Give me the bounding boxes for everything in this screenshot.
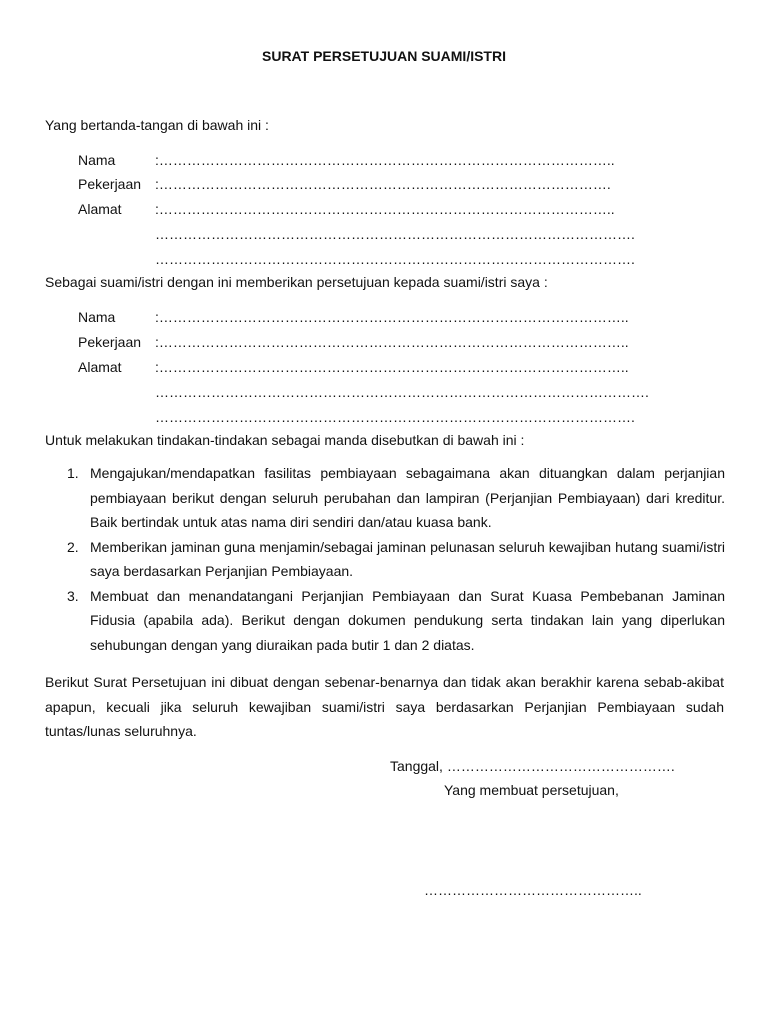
intro-text: Yang bertanda-tangan di bawah ini : xyxy=(45,117,269,133)
section2-name-label: Nama xyxy=(78,309,116,325)
consent-text: Sebagai suami/istri dengan ini memberikan persetujuan kepada suami/istri saya : xyxy=(45,274,548,290)
list-item xyxy=(45,461,725,535)
list-item-text: Memberikan jaminan guna menjamin/sebagai jaminan pelunasan seluruh kewajiban hutang suami/istri saya berdasarkan Perjanjian Pembiayaan. xyxy=(90,538,725,579)
section1-job-line: :……………………………………………………………………………………. xyxy=(155,176,611,192)
section2-job-line: :……………………………………………………………………………………….. xyxy=(155,334,629,350)
list-item xyxy=(45,535,725,584)
section1-job-label: Pekerjaan xyxy=(78,176,142,192)
section1-address-line: :…………………………………………………………………………………….. xyxy=(155,201,615,217)
list-item-text: Membuat dan menandatangani Perjanjian Pembiayaan dan Surat Kuasa Pembebanan Jaminan Fidusia (apabila ada). Berikut dengan dokumen pendukung serta tindakan lain yang diperlukan sehubungan dengan yang diuraikan pada butir 1 dan 2 diatas. xyxy=(90,587,725,653)
section2-name-line: :……………………………………………………………………………………….. xyxy=(155,309,629,325)
closing-statement: Berikut Surat Persetujuan ini dibuat dengan sebenar-benarnya dan tidak akan berakhir karena sebab-akibat apapun, kecuali jika seluruh kewajiban suami/istri saya berdasarkan Perjanjian Pembiayaan sudah tuntas/lunas seluruhnya. xyxy=(45,674,724,739)
section2-address-line-2: ……………………………………………………………………………………………. xyxy=(155,384,649,400)
section1-name-line: :…………………………………………………………………………………….. xyxy=(155,152,615,168)
section2-address-line-3: …………………………………………………………………………………………. xyxy=(155,409,635,425)
authorization-list xyxy=(45,461,725,657)
list-item-number: 3. xyxy=(67,587,79,604)
list-item-number: 1. xyxy=(67,465,79,481)
section1-address-line-2: …………………………………………………………………………………………. xyxy=(155,226,635,242)
document-title: SURAT PERSETUJUAN SUAMI/ISTRI xyxy=(262,48,506,64)
signer-label: Yang membuat persetujuan, xyxy=(444,782,619,798)
section2-job-label: Pekerjaan xyxy=(78,334,142,350)
section2-address-label: Alamat xyxy=(78,359,122,375)
list-item-text: Mengajukan/mendapatkan fasilitas pembiayaan sebagaimana akan dituangkan dalam perjanjian pembiayaan berikut dengan seluruh perubahan dan lampiran (Perjanjian Pembiayaan) dari kreditur. Baik bertindak untuk atas nama diri sendiri dan/atau kuasa bank. xyxy=(90,465,725,530)
signature-line: ……………………………………….. xyxy=(424,882,642,898)
section1-address-line-3: …………………………………………………………………………………………. xyxy=(155,251,635,267)
section1-address-label: Alamat xyxy=(78,201,122,217)
date-line: Tanggal, …………………………………………. xyxy=(390,758,675,774)
section1-name-label: Nama xyxy=(78,152,116,168)
purpose-text: Untuk melakukan tindakan-tindakan sebagai manda disebutkan di bawah ini : xyxy=(45,432,525,448)
list-item-number: 2. xyxy=(67,538,79,555)
section2-address-line: :……………………………………………………………………………………….. xyxy=(155,359,629,375)
list-item xyxy=(45,584,725,658)
